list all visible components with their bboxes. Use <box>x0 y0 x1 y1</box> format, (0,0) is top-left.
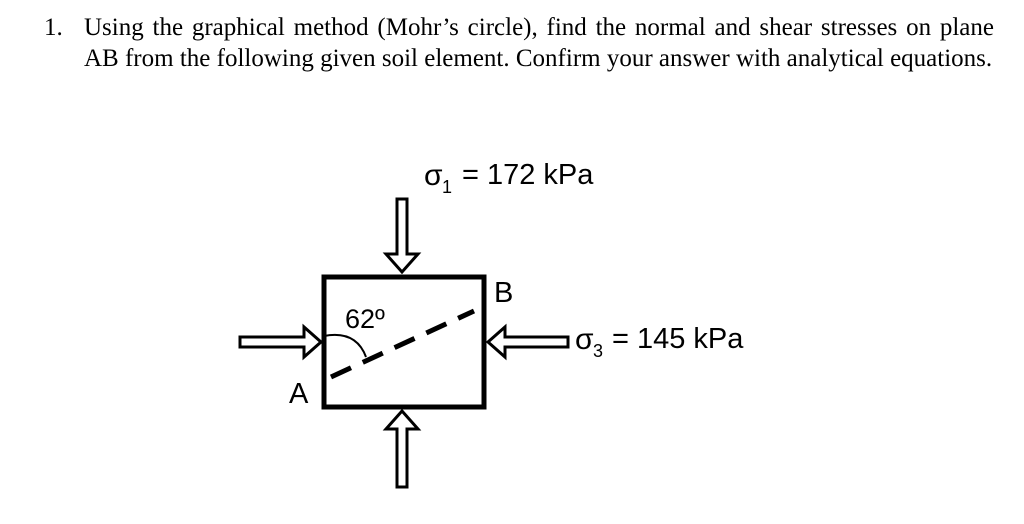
sigma1-value: = 172 kPa <box>462 159 594 191</box>
sigma3-symbol: σ <box>575 323 594 356</box>
sigma3-right-arrow <box>488 327 568 357</box>
angle-arc <box>324 335 366 357</box>
problem-text: Using the graphical method (Mohr’s circle), find the normal and shear stresses on plane AB from the following given soil element. Confirm your answer with analytical equations. <box>84 14 994 72</box>
sigma1-symbol: σ <box>424 159 443 192</box>
point-b-label: B <box>494 277 514 309</box>
sigma3-left-arrow <box>240 327 321 357</box>
sigma1-bottom-arrow <box>386 411 418 487</box>
point-a-label: A <box>289 378 309 410</box>
sigma3-subscript: 3 <box>593 341 604 361</box>
sigma1-subscript: 1 <box>442 177 453 197</box>
problem-number: 1. <box>44 14 63 41</box>
sigma3-value: = 145 kPa <box>612 323 744 355</box>
sigma3-label <box>575 323 744 361</box>
sigma1-top-arrow <box>386 199 418 272</box>
angle-label: 62º <box>345 304 385 334</box>
sigma1-label <box>424 159 594 197</box>
